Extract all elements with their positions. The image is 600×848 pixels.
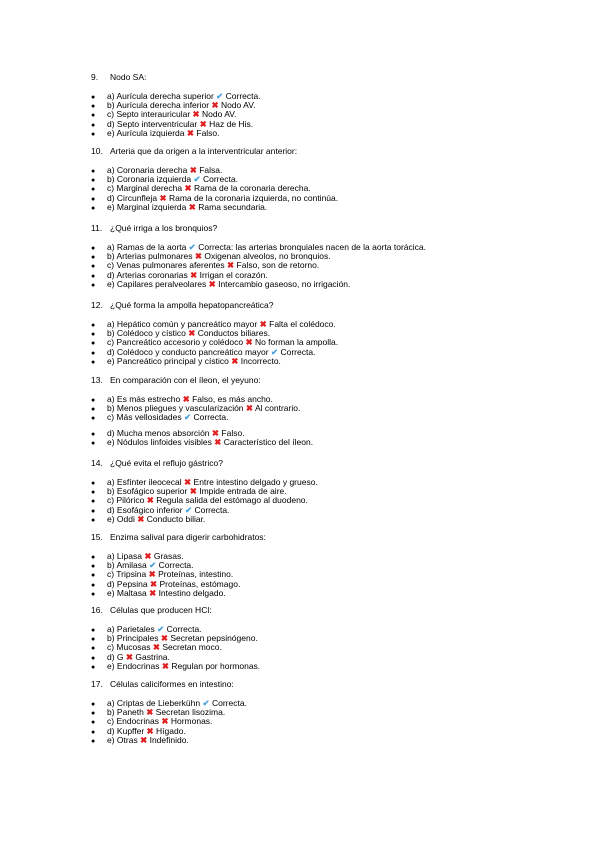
option-note: Falsa. (199, 165, 223, 175)
cross-icon: ✖ (160, 633, 168, 644)
option-note: Característico del íleon. (223, 436, 314, 447)
option-note: Correcta. (225, 91, 261, 101)
option-text: c) Venas pulmonares aferentes (107, 260, 225, 271)
question-number: 13. (91, 375, 103, 385)
option-note: Hígado. (156, 725, 186, 736)
option-note: Secretan pepsinógeno. (170, 633, 258, 644)
option-text: e) Oddi (107, 513, 135, 524)
option-text: c) Mucosas (107, 642, 151, 653)
option-text: d) Colédoco y conducto pancreático mayor (107, 346, 269, 357)
option-text: d) Septo interventricular (107, 118, 198, 129)
cross-icon: ✖ (144, 551, 152, 561)
option-note: Indefinido. (149, 734, 189, 745)
option-note: Oxigenan alveolos, no bronquios. (204, 251, 331, 262)
bullet-icon: ● (91, 245, 96, 252)
cross-icon: ✖ (184, 477, 192, 487)
check-icon: ✔ (216, 91, 224, 101)
option-note: Al contrario. (254, 403, 301, 414)
answer-option (91, 515, 205, 525)
cross-icon: ✖ (194, 251, 203, 262)
option-note: Correcta. (193, 412, 229, 423)
question-heading (91, 532, 266, 542)
answer-option (91, 736, 189, 746)
bullet-icon: ● (91, 397, 96, 404)
cross-icon: ✖ (192, 109, 200, 120)
option-note: Conductos biliares. (197, 328, 271, 339)
question-number: 12. (91, 300, 103, 310)
check-icon: ✔ (202, 698, 210, 708)
question-text: Nodo SA: (110, 72, 147, 82)
option-text: e) Aurícula izquierda (107, 127, 185, 138)
cross-icon: ✖ (125, 651, 134, 662)
bullet-icon: ● (91, 168, 96, 175)
question-text: ¿Qué forma la ampolla hepatopancreática? (110, 300, 274, 310)
bullet-icon: ● (91, 177, 96, 185)
option-text: b) Principales (107, 633, 159, 644)
cross-icon: ✖ (146, 707, 154, 718)
option-text: c) Endocrinas (107, 716, 159, 727)
question-text: Células caliciformes en intestino: (110, 679, 234, 689)
question-heading (91, 679, 234, 689)
check-icon: ✔ (193, 174, 201, 185)
option-text: a) Hepático común y pancreático mayor (107, 319, 258, 329)
option-text: b) Colédoco y cístico (107, 328, 186, 339)
cross-icon: ✖ (227, 260, 235, 271)
bullet-icon: ● (91, 186, 96, 194)
check-icon: ✔ (188, 242, 196, 252)
option-text: b) Menos pliegues y vascularización (107, 403, 244, 414)
bullet-icon: ● (91, 737, 96, 745)
cross-icon: ✖ (146, 725, 154, 736)
option-note: Correcta. (166, 624, 202, 634)
option-text: a) Ramas de la aorta (107, 242, 187, 252)
option-note: Conducto biliar. (146, 513, 206, 524)
question-heading (91, 605, 212, 615)
bullet-icon: ● (91, 430, 96, 438)
bullet-icon: ● (91, 204, 96, 212)
option-note: Haz de His. (209, 118, 254, 129)
bullet-icon: ● (91, 112, 96, 120)
bullet-icon: ● (91, 331, 96, 339)
question-text: En comparación con el íleon, el yeyuno: (110, 375, 261, 385)
option-text: e) Pancreático principal y cístico (107, 355, 229, 366)
option-note: Irrigan el corazón. (199, 269, 268, 280)
cross-icon: ✖ (208, 278, 216, 289)
option-note: Secretan moco. (162, 642, 222, 653)
answer-option (91, 413, 228, 423)
question-number: 11. (91, 223, 103, 233)
cross-icon: ✖ (152, 642, 160, 653)
option-note: Falso, es más ancho. (192, 394, 273, 404)
bullet-icon: ● (91, 406, 96, 414)
question-number: 15. (91, 532, 103, 542)
cross-icon: ✖ (137, 513, 145, 524)
check-icon: ✔ (149, 560, 157, 571)
option-text: a) Lipasa (107, 551, 142, 561)
answer-option (91, 357, 281, 367)
option-text: a) Aurícula derecha superior (107, 91, 214, 101)
bullet-icon: ● (91, 710, 96, 718)
bullet-icon: ● (91, 94, 96, 101)
option-note: Correcta. (280, 346, 316, 357)
option-note: Correcta: las arterias bronquiales nacen de la aorta torácica. (198, 242, 426, 252)
question-heading (91, 146, 297, 156)
option-text: e) Otras (107, 734, 138, 745)
option-note: Rama de la coronaria derecha. (194, 183, 311, 194)
question-text: ¿Qué irriga a los bronquios? (110, 223, 218, 233)
answer-option (91, 589, 226, 599)
cross-icon: ✖ (189, 165, 197, 175)
bullet-icon: ● (91, 439, 96, 447)
cross-icon: ✖ (140, 734, 148, 745)
bullet-icon: ● (91, 719, 96, 727)
question-heading (91, 223, 217, 233)
cross-icon: ✖ (259, 319, 267, 329)
cross-icon: ✖ (231, 355, 239, 366)
cross-icon: ✖ (148, 569, 156, 580)
cross-icon: ✖ (159, 192, 167, 203)
option-note: Nodo AV. (202, 109, 237, 120)
option-text: d) G (107, 651, 124, 662)
option-note: No forman la ampolla. (254, 337, 339, 348)
cross-icon: ✖ (149, 587, 157, 598)
question-number: 17. (91, 679, 103, 689)
option-note: Falso. (196, 127, 220, 138)
bullet-icon: ● (91, 645, 96, 653)
bullet-icon: ● (91, 272, 96, 280)
option-note: Proteínas, estómago. (159, 578, 241, 589)
option-text: d) Circunfleja (107, 192, 158, 203)
bullet-icon: ● (91, 572, 96, 580)
option-text: c) Pancreático accesorio y colédoco (107, 337, 244, 348)
question-text: ¿Qué evita el reflujo gástrico? (110, 458, 223, 468)
option-note: Hormonas. (170, 716, 213, 727)
question-text: Arteria que da origen a la interventricular anterior: (110, 146, 298, 156)
option-text: b) Arterias pulmonares (107, 251, 193, 262)
option-note: Proteínas, intestino. (158, 569, 234, 580)
bullet-icon: ● (91, 636, 96, 644)
bullet-icon: ● (91, 581, 96, 589)
option-note: Gastrina. (135, 651, 170, 662)
option-note: Rama de la coronaria izquierda, no continúa. (168, 192, 339, 203)
option-note: Impide entrada de aire. (199, 486, 287, 497)
check-icon: ✔ (184, 504, 193, 515)
option-note: Intercambio gaseoso, no irrigación. (218, 278, 351, 289)
answer-option (91, 662, 260, 672)
cross-icon: ✖ (211, 427, 220, 438)
cross-icon: ✖ (214, 436, 222, 447)
option-text: d) Pepsina (107, 578, 148, 589)
option-text: e) Marginal izquierda (107, 201, 187, 212)
question-number: 9. (91, 72, 99, 82)
bullet-icon: ● (91, 358, 96, 366)
option-text: d) Esofágico inferior (107, 504, 183, 515)
question-heading (91, 458, 223, 468)
option-text: c) Pilórico (107, 495, 145, 506)
option-note: Correcta. (194, 504, 230, 515)
cross-icon: ✖ (199, 118, 207, 129)
answer-option (91, 129, 220, 139)
option-note: Regulan por hormonas. (171, 660, 261, 671)
option-text: d) Arterias coronarias (107, 269, 188, 280)
option-text: e) Nódulos linfoides visibles (107, 436, 212, 447)
cross-icon: ✖ (245, 403, 254, 414)
answer-option (91, 438, 313, 448)
option-note: Correcta. (202, 174, 238, 185)
option-note: Entre intestino delgado y grueso. (193, 477, 318, 487)
bullet-icon: ● (91, 130, 96, 138)
option-note: Incorrecto. (240, 355, 281, 366)
option-text: a) Es más estrecho (107, 394, 181, 404)
bullet-icon: ● (91, 121, 96, 129)
option-text: d) Kupffer (107, 725, 145, 736)
question-text: Enzima salival para digerir carbohidratos: (110, 532, 266, 542)
option-text: e) Endocrinas (107, 660, 160, 671)
cross-icon: ✖ (188, 328, 196, 339)
option-text: b) Coronaria izquierda (107, 174, 192, 185)
question-heading (91, 375, 261, 385)
question-text: Células que producen HCl: (110, 605, 212, 615)
option-text: c) Marginal derecha (107, 183, 183, 194)
bullet-icon: ● (91, 195, 96, 203)
answer-option (91, 280, 350, 290)
bullet-icon: ● (91, 498, 96, 506)
option-note: Falta el colédoco. (269, 319, 336, 329)
cross-icon: ✖ (186, 127, 194, 138)
bullet-icon: ● (91, 590, 96, 598)
bullet-icon: ● (91, 701, 96, 708)
bullet-icon: ● (91, 507, 96, 515)
answer-option (91, 203, 267, 213)
option-note: Regula salida del estómago al duodeno. (156, 495, 308, 506)
option-text: a) Coronaria derecha (107, 165, 188, 175)
option-note: Correcta. (211, 698, 247, 708)
bullet-icon: ● (91, 340, 96, 348)
option-note: Grasas. (153, 551, 184, 561)
cross-icon: ✖ (146, 495, 154, 506)
option-text: b) Paneth (107, 707, 144, 718)
question-number: 14. (91, 458, 103, 468)
cross-icon: ✖ (189, 486, 197, 497)
option-text: b) Aurícula derecha inferior (107, 100, 210, 111)
question-heading (91, 72, 146, 82)
option-note: Secretan lisozima. (155, 707, 226, 718)
bullet-icon: ● (91, 663, 96, 671)
bullet-icon: ● (91, 516, 96, 524)
check-icon: ✔ (157, 624, 165, 634)
bullet-icon: ● (91, 263, 96, 271)
option-text: c) Septo interauricular (107, 109, 191, 120)
bullet-icon: ● (91, 728, 96, 736)
cross-icon: ✖ (188, 201, 196, 212)
cross-icon: ✖ (184, 183, 192, 194)
option-note: Rama secundaria. (198, 201, 268, 212)
bullet-icon: ● (91, 322, 96, 329)
option-text: c) Más vellosidades (107, 412, 182, 423)
bullet-icon: ● (91, 480, 96, 487)
option-text: d) Mucha menos absorción (107, 427, 210, 438)
check-icon: ✔ (184, 412, 192, 423)
bullet-icon: ● (91, 489, 96, 497)
option-note: Intestino delgado. (158, 587, 226, 598)
bullet-icon: ● (91, 103, 96, 111)
question-heading (91, 300, 273, 310)
bullet-icon: ● (91, 554, 96, 561)
option-text: e) Maltasa (107, 587, 147, 598)
check-icon: ✔ (270, 346, 279, 357)
question-number: 16. (91, 605, 103, 615)
option-text: a) Esfínter ileocecal (107, 477, 182, 487)
cross-icon: ✖ (182, 394, 190, 404)
cross-icon: ✖ (150, 578, 158, 589)
cross-icon: ✖ (211, 100, 219, 111)
option-text: b) Esofágico superior (107, 486, 188, 497)
option-text: a) Parietales (107, 624, 155, 634)
cross-icon: ✖ (190, 269, 198, 280)
option-text: b) Amilasa (107, 560, 147, 571)
option-text: a) Criptas de Lieberkühn (107, 698, 201, 708)
bullet-icon: ● (91, 415, 96, 423)
option-note: Correcta. (158, 560, 194, 571)
bullet-icon: ● (91, 281, 96, 289)
question-number: 10. (91, 146, 103, 156)
bullet-icon: ● (91, 654, 96, 662)
option-text: e) Capilares peralveolares (107, 278, 207, 289)
option-text: c) Tripsina (107, 569, 147, 580)
bullet-icon: ● (91, 349, 96, 357)
cross-icon: ✖ (161, 716, 169, 727)
bullet-icon: ● (91, 254, 96, 262)
cross-icon: ✖ (161, 660, 169, 671)
bullet-icon: ● (91, 627, 96, 634)
option-note: Falso. (221, 427, 245, 438)
option-note: Nodo AV. (220, 100, 256, 111)
bullet-icon: ● (91, 563, 96, 571)
option-note: Falso, son de retorno. (236, 260, 320, 271)
cross-icon: ✖ (245, 337, 253, 348)
